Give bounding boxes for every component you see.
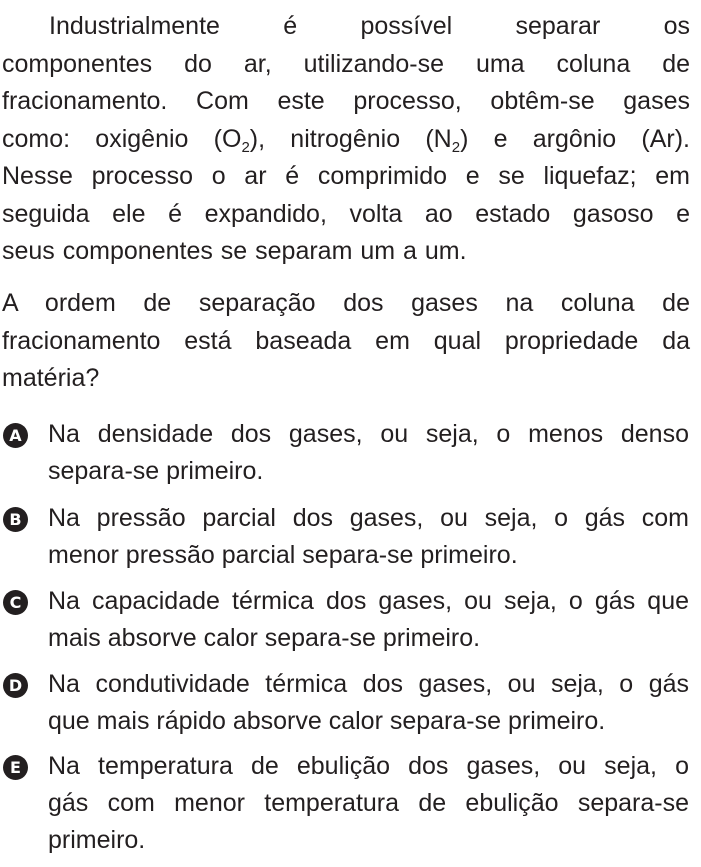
option-text xyxy=(48,748,689,859)
option-letter-badge: B xyxy=(3,507,28,532)
option-line: Na capacidade térmica dos gases, ou seja, o gás que xyxy=(48,587,689,615)
statement-line: Nesse processo o ar é comprimido e se liquefaz; em xyxy=(2,162,690,190)
statement-paragraph xyxy=(2,8,690,271)
option-text xyxy=(48,416,689,490)
option-text xyxy=(48,500,689,574)
formula-text: ) e argônio (Ar). xyxy=(460,124,690,153)
formula-text: ), nitrogênio (N xyxy=(249,124,452,153)
option-letter-badge: E xyxy=(3,755,28,780)
option-line: Na pressão parcial dos gases, ou seja, o gás com xyxy=(48,504,689,532)
statement-line: seguida ele é expandido, volta ao estado gasoso e xyxy=(2,199,690,228)
option-line: que mais rápido absorve calor separa-se primeiro. xyxy=(48,707,606,735)
formula-text: como: oxigênio (O xyxy=(2,124,242,153)
option-line: Na densidade dos gases, ou seja, o menos denso xyxy=(48,420,689,448)
question-line: A ordem de separação dos gases na coluna de xyxy=(2,289,690,317)
subscript: 2 xyxy=(451,138,461,156)
statement-line: Industrialmente é possível separar os xyxy=(49,12,690,40)
option-letter-badge: D xyxy=(3,673,28,698)
option-letter-badge: C xyxy=(3,590,28,615)
option-line: Na condutividade térmica dos gases, ou seja, o gás xyxy=(48,670,689,698)
statement-line-formulas xyxy=(2,121,690,159)
option-line: gás com menor temperatura de ebulição separa-se xyxy=(48,789,689,817)
option-text xyxy=(48,666,689,740)
question-paragraph xyxy=(2,285,690,398)
statement-line: fracionamento. Com este processo, obtêm-se gases xyxy=(2,87,690,115)
option-line: mais absorve calor separa-se primeiro. xyxy=(48,624,481,652)
option-line: menor pressão parcial separa-se primeiro. xyxy=(48,541,518,569)
statement-line: componentes do ar, utilizando-se uma coluna de xyxy=(2,49,690,78)
option-letter-badge: A xyxy=(3,423,28,448)
question-line: fracionamento está baseada em qual propriedade da xyxy=(2,326,690,355)
question-line: matéria? xyxy=(2,364,100,392)
statement-line: seus componentes se separam um a um. xyxy=(2,237,467,265)
option-line: Na temperatura de ebulição dos gases, ou seja, o xyxy=(48,752,689,780)
option-text xyxy=(48,583,689,657)
option-line: primeiro. xyxy=(48,826,146,854)
subscript: 2 xyxy=(241,138,250,156)
option-line: separa-se primeiro. xyxy=(48,457,264,485)
